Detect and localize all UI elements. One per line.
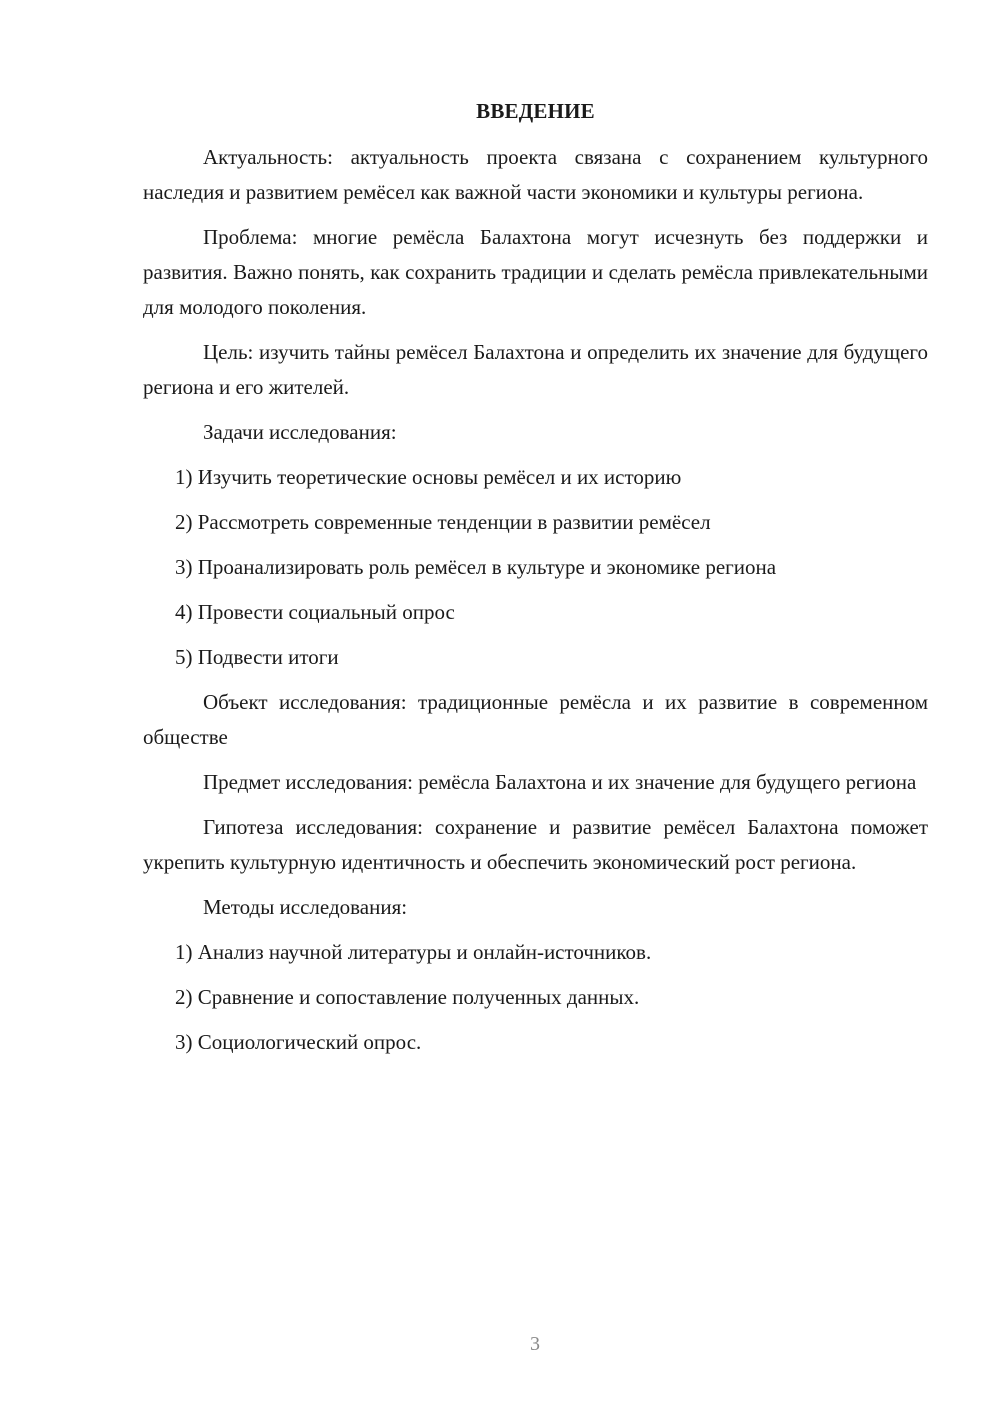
- list-item: 3) Проанализировать роль ремёсел в культуре и экономике региона: [175, 555, 777, 579]
- list-item: 4) Провести социальный опрос: [175, 600, 455, 624]
- list-item: 3) Социологический опрос.: [175, 1030, 422, 1054]
- relevance-paragraph: Актуальность: актуальность проекта связана с сохранением культурного наследия и развитием ремёсел как важной части экономики и культуры региона.: [143, 145, 928, 204]
- list-item: 2) Сравнение и сопоставление полученных данных.: [175, 985, 640, 1009]
- methods-list: [143, 935, 928, 1060]
- section-title: ВВЕДЕНИЕ: [476, 99, 595, 123]
- hypothesis-paragraph: Гипотеза исследования: сохранение и развитие ремёсел Балахтона поможет укрепить культурную идентичность и обеспечить экономический рост региона.: [143, 815, 928, 874]
- subject-paragraph: Предмет исследования: ремёсла Балахтона и их значение для будущего региона: [203, 770, 917, 794]
- object-paragraph: Объект исследования: традиционные ремёсла и их развитие в современном обществе: [143, 690, 928, 749]
- list-item: 2) Рассмотреть современные тенденции в развитии ремёсел: [175, 510, 711, 534]
- methods-heading: Методы исследования:: [203, 895, 408, 919]
- tasks-heading: Задачи исследования:: [203, 420, 397, 444]
- tasks-list: [143, 460, 928, 675]
- goal-paragraph: Цель: изучить тайны ремёсел Балахтона и определить их значение для будущего региона и его жителей.: [143, 340, 928, 399]
- document-page: [143, 96, 928, 1070]
- list-item: 1) Анализ научной литературы и онлайн-источников.: [175, 940, 652, 964]
- list-item: 5) Подвести итоги: [175, 645, 339, 669]
- problem-paragraph: Проблема: многие ремёсла Балахтона могут исчезнуть без поддержки и развития. Важно понять, как сохранить традиции и сделать ремёсла привлекательными для молодого поколения.: [143, 225, 928, 319]
- list-item: 1) Изучить теоретические основы ремёсел и их историю: [175, 465, 682, 489]
- page-number: 3: [530, 1333, 540, 1355]
